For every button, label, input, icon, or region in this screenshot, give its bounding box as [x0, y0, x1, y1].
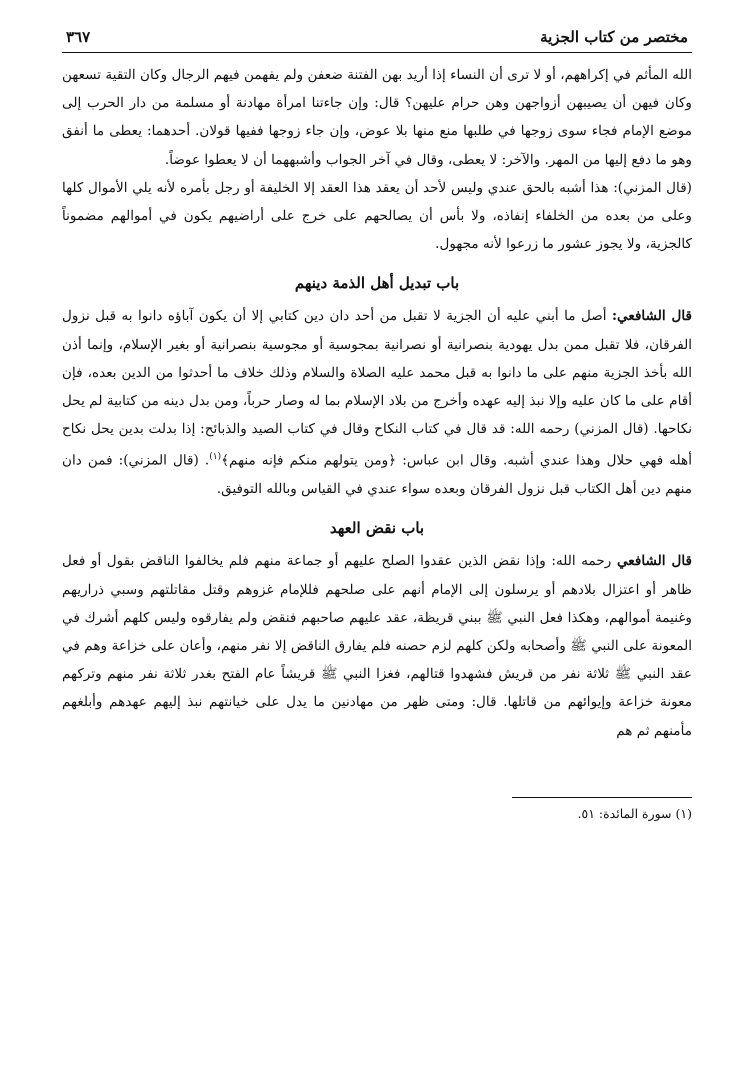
section1-paragraph [62, 302, 692, 503]
page-number: ٣٦٧ [66, 28, 91, 46]
section-heading-naqd: باب نقض العهد [329, 519, 425, 538]
section1-text-a: أصل ما أبني عليه أن الجزية لا تقبل من أحد دان دين كتابي إلا أن يكون آباؤه دانوا به قبل نزول الفرقان، فلا تقبل ممن بدل يهودية بنصرانية أو نصرانية بمجوسية أو مجوسية بنصرانية أو بغير الإسلام، وإنما أذن الله بأخذ الجزية منهم على ما دانوا به قبل محمد عليه الصلاة والسلام وذلك خلاف ما أحدثوا من الدين بعده، فإن أقام على ما كان عليه وإلا نبذ إليه عهده وأخرج من بلاد الإسلام بما له وصار حرباً، ومن بدل دينه من كتابية لم يحل نكاحها. (قال المزني) رحمه الله: قد قال في كتاب النكاح وقال في كتاب الصيد والذبائح: إذا بدلت بدين يحل نكاح أهله فهي حلال وهذا عندي أشبه. وقال ابن عباس: ﴿ومن يتولهم منكم فإنه منهم﴾ [62, 308, 692, 469]
muzani-paragraph: (قال المزني): هذا أشبه بالحق عندي وليس لأحد أن يعقد هذا العقد إلا الخليفة أو رجل بأمره لأنه يلي الأموال كلها وعلى من بعده من الخلفاء إنفاذه، ولا بأس أن يصالحهم على خرج على أراضيهم يكون في أموالهم مضموناً كالجزية، ولا يجوز عشور ما زرعوا لأنه مجهول. [62, 179, 692, 253]
section2-text: رحمه الله: وإذا نقض الذين عقدوا الصلح عليهم أو جماعة منهم فلم يخالفوا الناقض بقول أو فعل ظاهر أو اعتزال بلادهم أو يرسلون إلى الإمام أنهم على صلحهم فللإمام غزوهم وقتل مقاتلتهم وسبي ذراريهم وغنيمة أموالهم، وهكذا فعل النبي ﷺ ببني قريظة، عقد عليهم صاحبهم فنقض ولم يفارقوه وليس كلهم أشرك في المعونة على النبي ﷺ وأصحابه ولكن كلهم لزم حصنه فلم يفارق الناقض إلا نفر منهم، وأعان على خزاعة وهم في عقد النبي ﷺ ثلاثة نفر من قريش فشهدوا قتالهم، فغزا النبي ﷺ قريشاً عام الفتح بغدر ثلاثة نفر منهم وتركهم معونة خزاعة وإيوائهم من قاتلها. قال: ومتى ظهر من مهادنين ما يدل على خيانتهم نبذ إليهم عهدهم وأبلغهم مأمنهم ثم هم [62, 553, 692, 739]
section1-lead: قال الشافعي: [612, 308, 692, 325]
footnote: (١) سورة المائدة: ٥١. [577, 805, 692, 821]
footnote-reference: (١) [209, 452, 222, 463]
section2-paragraph [62, 547, 692, 744]
book-title: مختصر من كتاب الجزية [540, 28, 688, 46]
section2-lead: قال الشافعي [616, 553, 692, 570]
footnote-divider [512, 797, 692, 798]
section1-text-b: . (قال المزني): فمن دان منهم دين أهل الكتاب قبل نزول الفرقان وبعده سواء عندي في القياس وبالله التوفيق. [62, 452, 692, 498]
running-head [62, 28, 692, 53]
book-page [62, 28, 692, 824]
main-text [62, 61, 692, 745]
intro-paragraph: الله المأثم في إكراههم، أو لا ترى أن النساء إذا أريد بهن الفتنة ضعفن ولم يفهمن فيهم الرجال وكان التقية تسعهن وكان فيهن أن يصيبهن أزواجهن وهن حرام عليهن؟ قال: وإن جاءتنا امرأة مهادنة أو مسلمة من دار الحرب إلى موضع الإمام فجاء سوى زوجها في طلبها منع منها بلا عوض، وإن جاء زوجها ففيها قولان. أحدهما: يعطى ما أنفق وهو ما دفع إليها من المهر. والآخر: لا يعطى، وقال في آخر الجواب وأشبههما أن لا يعطوا عوضاً. [62, 67, 692, 168]
section-heading-tabdil: باب تبديل أهل الذمة دينهم [294, 274, 460, 293]
